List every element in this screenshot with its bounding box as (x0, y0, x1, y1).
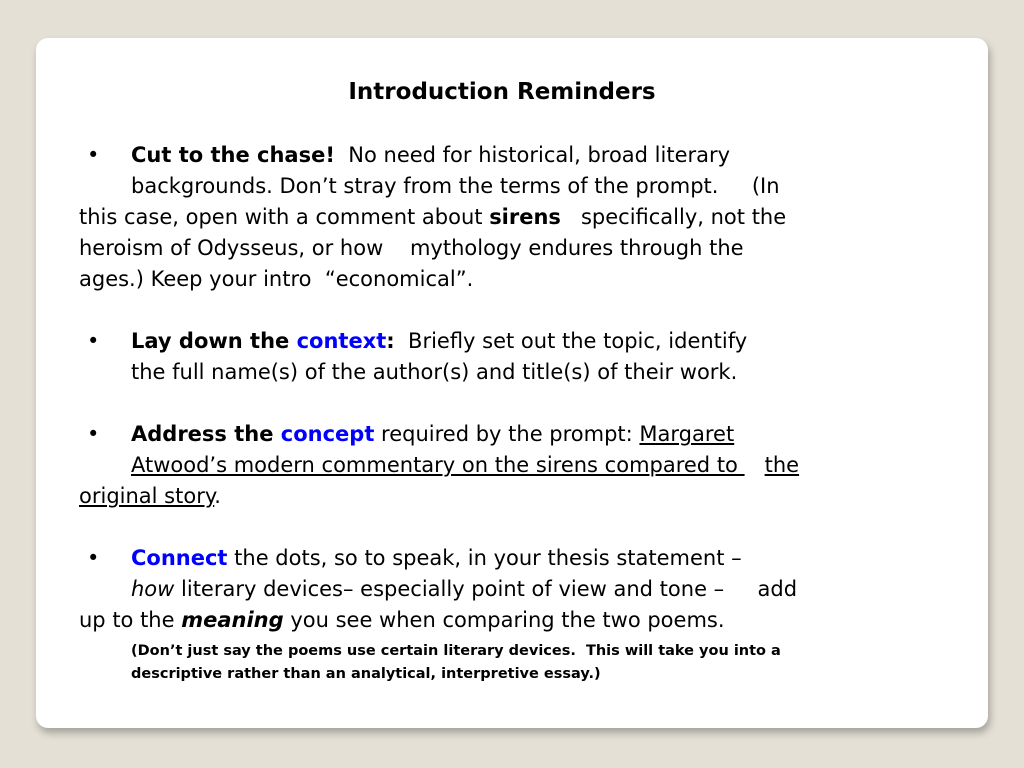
bullet-line (79, 481, 959, 512)
bullet-lead: Address the (131, 422, 281, 446)
bullet-point: • (87, 143, 100, 167)
italic-how: how (131, 577, 175, 601)
bullet-text (745, 453, 765, 477)
bullet-line (79, 450, 959, 481)
bullet-line: ages.) Keep your intro “economical”. (79, 267, 474, 291)
bullet-line (79, 140, 959, 171)
bullet-colon: : (386, 329, 395, 353)
bullet-line (79, 574, 959, 605)
bullet-line (79, 326, 959, 357)
bold-term-sirens: sirens (489, 205, 561, 229)
bold-italic-meaning: meaning (181, 608, 284, 632)
bullet-lead: Cut to the chase! (131, 143, 335, 167)
bullet-connect-dots (79, 543, 959, 686)
bullet-point: • (87, 422, 100, 446)
bullet-line: backgrounds. Don’t stray from the terms of the prompt. (In (131, 174, 780, 198)
slide (36, 38, 988, 728)
bullet-lay-down-context (79, 326, 959, 388)
bullet-address-concept (79, 419, 959, 512)
underlined-text: the (764, 453, 800, 477)
bullet-line (79, 543, 959, 574)
bullet-line (79, 605, 959, 636)
underlined-text: Atwood’s modern commentary on the sirens compared to (131, 453, 745, 477)
bullet-point: • (87, 546, 100, 570)
bullet-text: the dots, so to speak, in your thesis statement – (227, 546, 742, 570)
bullet-text: specifically, not the (560, 205, 787, 229)
bullet-text: No need for historical, broad literary (334, 143, 731, 167)
bullet-line: the full name(s) of the author(s) and title(s) of their work. (131, 360, 738, 384)
keyword-concept: concept (280, 422, 375, 446)
bullet-line (79, 202, 959, 233)
bullet-line (79, 419, 959, 450)
keyword-context: context (296, 329, 387, 353)
note-line: (Don’t just say the poems use certain literary devices. This will take you into a (131, 643, 781, 659)
bullet-cut-to-the-chase (79, 140, 959, 295)
underlined-text: Margaret (639, 422, 735, 446)
keyword-connect: Connect (131, 546, 228, 570)
slide-title: Introduction Reminders (348, 79, 656, 105)
bullet-text: you see when comparing the two poems. (283, 608, 725, 632)
bullet-text: up to the (79, 608, 182, 632)
underlined-text: original story (79, 484, 215, 508)
bullet-text: literary devices– especially point of view and tone – add (174, 577, 798, 601)
note-line: descriptive rather than an analytical, interpretive essay.) (131, 666, 601, 682)
bullet-line: heroism of Odysseus, or how mythology endures through the (79, 236, 744, 260)
bullet-lead: Lay down the (131, 329, 297, 353)
bullet-point: • (87, 329, 100, 353)
bullet-text: . (214, 484, 221, 508)
bullet-text: this case, open with a comment about (79, 205, 490, 229)
slide-content (79, 140, 959, 686)
bullet-note (79, 640, 959, 686)
bullet-text: required by the prompt: (374, 422, 640, 446)
bullet-text: Briefly set out the topic, identify (394, 329, 748, 353)
